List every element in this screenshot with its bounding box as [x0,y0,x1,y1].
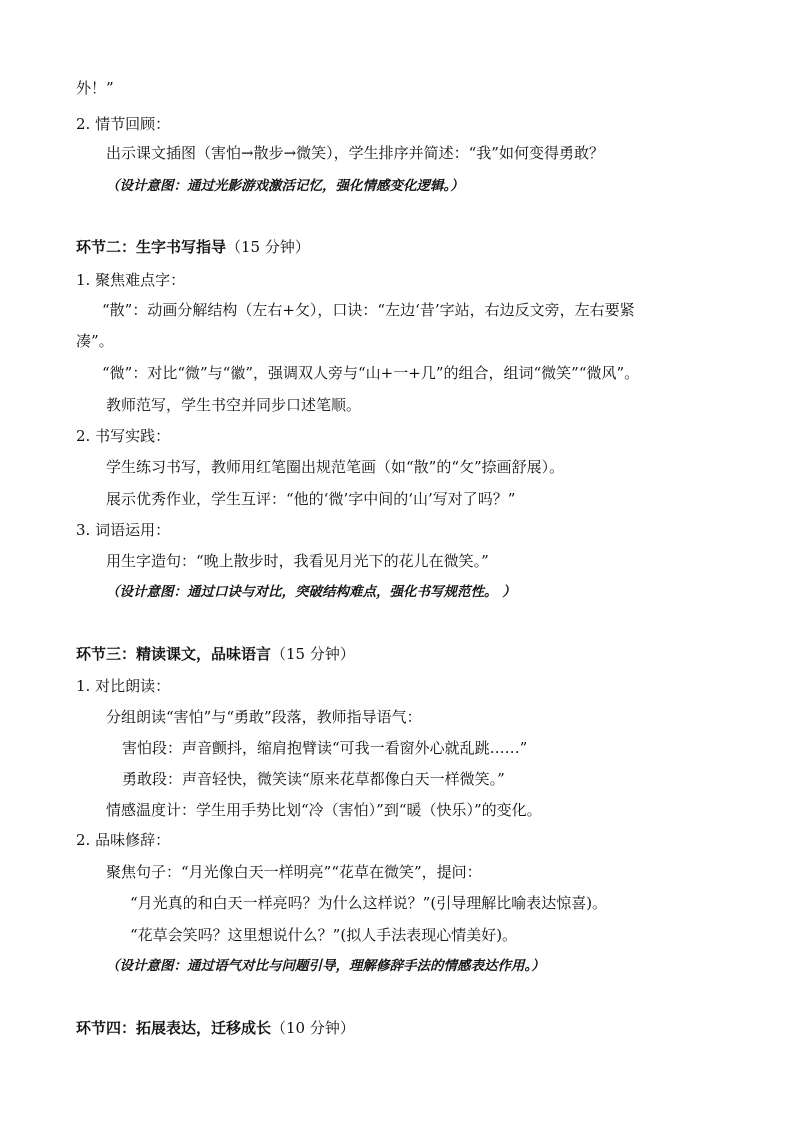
section-title: 环节三：精读课文，品味语言 [76,645,272,663]
text-line: “微”：对比“微”与“徽”，强调双人旁与“山+一+几”的组合，组词“微笑”“微风”。 [102,364,640,382]
text-line: 情感温度计：学生用手势比划“冷（害怕）”到“暖（快乐）”的变化。 [106,801,542,819]
numbered-item-plot-review: 2. 情节回顾： [76,115,171,133]
numbered-item-contrast-reading: 1. 对比朗读： [76,677,171,695]
text-line: “散”：动画分解结构（左右+攵），口诀：“左边‘昔’字站，右边反文旁，左右要紧 [102,301,635,319]
text-line: 聚焦句子：“月光像白天一样明亮”“花草在微笑”，提问： [106,863,482,881]
numbered-item-writing-practice: 2. 书写实践： [76,427,171,445]
text-line: 用生字造句：“晚上散步时，我看见月光下的花儿在微笑。” [106,552,489,570]
text-line: 出示课文插图（害怕→散步→微笑），学生排序并简述：“我”如何变得勇敢？ [106,144,604,162]
text-line: 害怕段：声音颤抖，缩肩抱臂读“可我一看窗外心就乱跳……” [122,739,528,757]
design-intent-note: （设计意图：通过语气对比与问题引导，理解修辞手法的情感表达作用。） [106,958,545,974]
text-line: 学生练习书写，教师用红笔圈出规范笔画（如“散”的“攵”捺画舒展）。 [106,458,565,476]
text-line: “花草会笑吗？这里想说什么？”(拟人手法表现心情美好)。 [130,926,518,944]
section-duration: （15 分钟） [226,238,310,256]
text-line: 展示优秀作业，学生互评：“他的‘微’字中间的‘山’写对了吗？” [106,490,516,508]
text-line: 分组朗读“害怕”与“勇敢”段落，教师指导语气： [106,708,422,726]
section-heading-4 [76,1018,355,1038]
section-duration: （15 分钟） [271,645,355,663]
section-title: 环节二：生字书写指导 [76,238,227,256]
numbered-item-difficult-chars: 1. 聚焦难点字： [76,271,186,289]
text-line: 勇敢段：声音轻快，微笑读“原来花草都像白天一样微笑。” [122,770,505,788]
section-title: 环节四：拓展表达，迁移成长 [76,1019,272,1037]
text-line: 凑”。 [76,332,114,350]
text-line: 外！” [76,79,114,97]
numbered-item-rhetoric: 2. 品味修辞： [76,831,171,849]
section-heading-3 [76,644,355,664]
section-duration: （10 分钟） [271,1019,355,1037]
section-heading-2 [76,237,310,257]
design-intent-note: （设计意图：通过口诀与对比，突破结构难点，强化书写规范性。 ） [106,584,516,600]
design-intent-note: （设计意图：通过光影游戏激活记忆，强化情感变化逻辑。） [106,178,464,194]
text-line: 教师范写，学生书空并同步口述笔顺。 [106,396,362,414]
text-line: “月光真的和白天一样亮吗？为什么这样说？”(引导理解比喻表达惊喜)。 [130,894,608,912]
numbered-item-word-use: 3. 词语运用： [76,521,171,539]
